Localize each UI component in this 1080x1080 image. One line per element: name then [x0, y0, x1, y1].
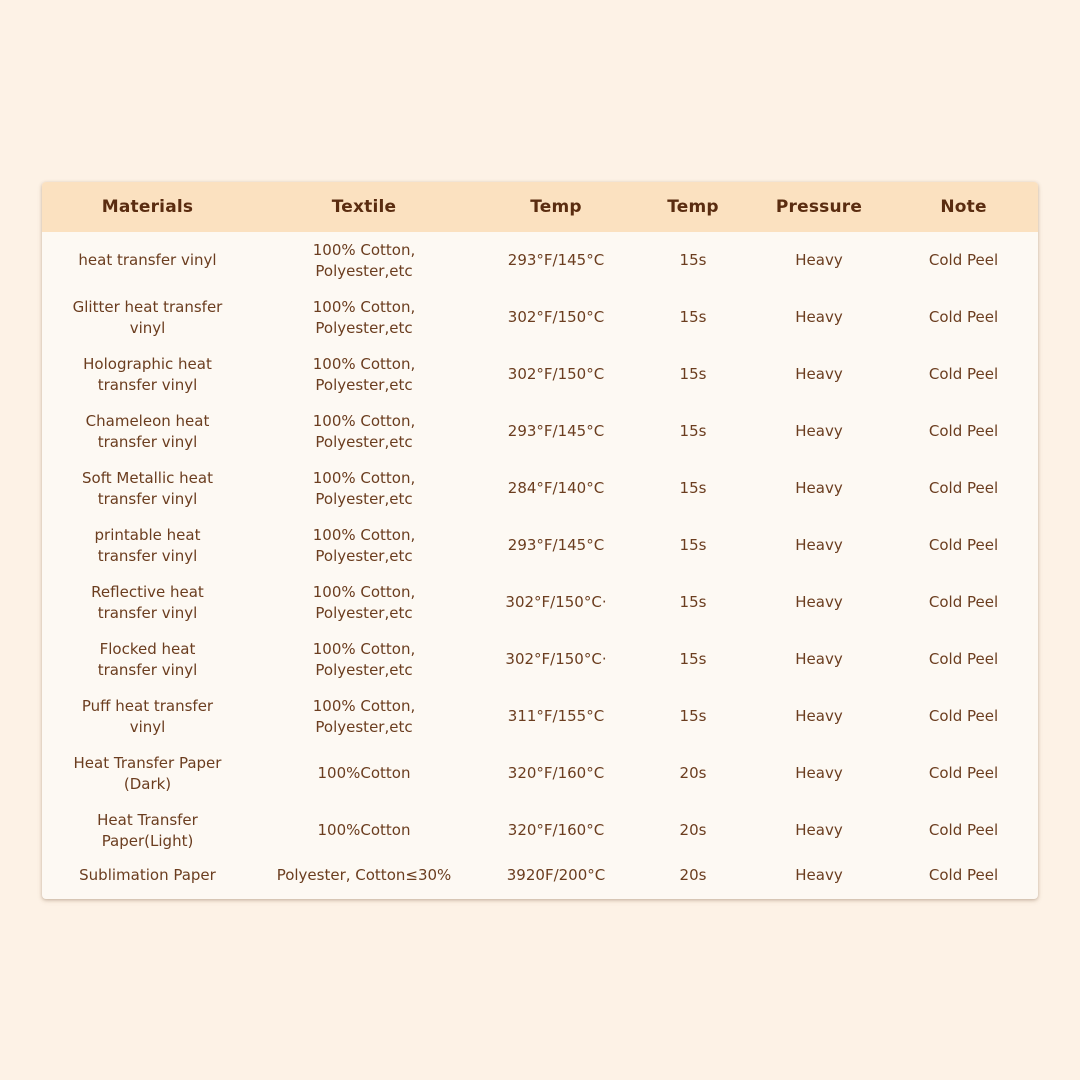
pressure-cell-text: Heavy [795, 308, 843, 326]
textile-cell-text: 100% Cotton, Polyester,etc [312, 639, 416, 679]
table-row [42, 859, 1038, 891]
textile-cell [253, 403, 475, 460]
pressure-cell-text: Heavy [795, 422, 843, 440]
material-cell [42, 859, 253, 891]
pressure-cell-text: Heavy [795, 650, 843, 668]
note-cell [889, 631, 1038, 688]
pressure-cell [749, 460, 889, 517]
pressure-cell [749, 403, 889, 460]
table-row [42, 289, 1038, 346]
textile-cell [253, 745, 475, 802]
textile-cell [253, 859, 475, 891]
textile-cell [253, 460, 475, 517]
heat-press-settings-table [42, 182, 1038, 891]
heat-press-settings-table-card [42, 182, 1038, 899]
textile-cell-text: 100% Cotton, Polyester,etc [312, 696, 416, 736]
textile-cell [253, 517, 475, 574]
note-cell-text: Cold Peel [928, 365, 999, 383]
table-row [42, 688, 1038, 745]
temperature-cell [475, 289, 637, 346]
time-cell [637, 232, 749, 289]
table-body [42, 232, 1038, 891]
column-header-textile: Textile [331, 197, 397, 217]
note-cell [889, 346, 1038, 403]
time-cell [637, 574, 749, 631]
pressure-cell-text: Heavy [795, 365, 843, 383]
time-cell-text: 20s [679, 764, 707, 782]
time-cell-text: 15s [679, 479, 707, 497]
material-cell [42, 346, 253, 403]
temperature-cell-text: 320°F/160°C [507, 764, 605, 782]
pressure-cell [749, 346, 889, 403]
column-header-materials: Materials [101, 197, 194, 217]
note-cell-text: Cold Peel [928, 764, 999, 782]
time-cell [637, 688, 749, 745]
material-cell-text: Sublimation Paper [79, 865, 216, 884]
time-cell-text: 15s [679, 593, 707, 611]
time-cell-text: 20s [679, 865, 707, 884]
material-cell [42, 460, 253, 517]
temperature-cell [475, 574, 637, 631]
textile-cell [253, 346, 475, 403]
time-cell-text: 15s [679, 422, 707, 440]
header-row [42, 182, 1038, 232]
pressure-cell-text: Heavy [795, 821, 843, 839]
time-cell-text: 20s [679, 821, 707, 839]
time-cell-text: 15s [679, 365, 707, 383]
note-cell-text: Cold Peel [928, 865, 999, 884]
material-cell-text: Heat Transfer Paper(Light) [97, 810, 198, 850]
column-header-time: Temp [667, 197, 719, 217]
time-cell-text: 15s [679, 650, 707, 668]
temperature-cell [475, 517, 637, 574]
time-cell-text: 15s [679, 308, 707, 326]
note-cell-text: Cold Peel [928, 422, 999, 440]
material-cell-text: printable heat transfer vinyl [94, 525, 201, 565]
material-cell [42, 631, 253, 688]
textile-cell-text: 100%Cotton [317, 821, 411, 839]
column-header-temp: Temp [530, 197, 582, 217]
pressure-cell-text: Heavy [795, 865, 843, 884]
temperature-cell [475, 346, 637, 403]
time-cell [637, 403, 749, 460]
textile-cell-text: 100% Cotton, Polyester,etc [312, 411, 416, 451]
note-cell [889, 574, 1038, 631]
table-row [42, 745, 1038, 802]
table-row [42, 232, 1038, 289]
material-cell [42, 745, 253, 802]
note-cell [889, 688, 1038, 745]
time-cell [637, 289, 749, 346]
note-cell [889, 745, 1038, 802]
temperature-cell [475, 802, 637, 859]
temperature-cell-text: 302°F/150°C [507, 365, 605, 383]
pressure-cell [749, 517, 889, 574]
pressure-cell [749, 745, 889, 802]
temperature-cell [475, 745, 637, 802]
textile-cell-text: 100% Cotton, Polyester,etc [312, 354, 416, 394]
note-cell [889, 517, 1038, 574]
textile-cell-text: 100%Cotton [317, 764, 411, 782]
temperature-cell [475, 859, 637, 891]
textile-cell-text: 100% Cotton, Polyester,etc [312, 468, 416, 508]
time-cell [637, 346, 749, 403]
table-header [42, 182, 1038, 232]
time-cell-text: 15s [679, 707, 707, 725]
column-header-pressure: Pressure [775, 197, 863, 217]
pressure-cell-text: Heavy [795, 479, 843, 497]
temperature-cell-text: 284°F/140°C [507, 479, 605, 497]
temperature-cell [475, 688, 637, 745]
temperature-cell-text: 3920F/200°C [506, 865, 606, 884]
time-cell [637, 859, 749, 891]
time-cell [637, 745, 749, 802]
pressure-cell [749, 232, 889, 289]
material-cell [42, 688, 253, 745]
material-cell [42, 289, 253, 346]
pressure-cell [749, 289, 889, 346]
pressure-cell [749, 688, 889, 745]
note-cell [889, 232, 1038, 289]
note-cell [889, 859, 1038, 891]
material-cell-text: Soft Metallic heat transfer vinyl [82, 468, 213, 508]
material-cell-text: Holographic heat transfer vinyl [83, 354, 212, 394]
textile-cell-text: 100% Cotton, Polyester,etc [312, 297, 416, 337]
table-row [42, 346, 1038, 403]
pressure-cell [749, 859, 889, 891]
textile-cell-text: Polyester, Cotton≤30% [276, 865, 452, 884]
temperature-cell-text: 302°F/150°C· [505, 593, 607, 611]
note-cell-text: Cold Peel [928, 536, 999, 554]
pressure-cell-text: Heavy [795, 536, 843, 554]
textile-cell [253, 802, 475, 859]
material-cell-text: Chameleon heat transfer vinyl [85, 411, 210, 451]
temperature-cell-text: 302°F/150°C [507, 308, 605, 326]
textile-cell-text: 100% Cotton, Polyester,etc [312, 582, 416, 622]
time-cell-text: 15s [679, 251, 707, 269]
pressure-cell-text: Heavy [795, 251, 843, 269]
time-cell [637, 517, 749, 574]
note-cell [889, 289, 1038, 346]
time-cell [637, 460, 749, 517]
temperature-cell-text: 293°F/145°C [507, 251, 605, 269]
textile-cell [253, 631, 475, 688]
textile-cell [253, 688, 475, 745]
temperature-cell [475, 403, 637, 460]
time-cell [637, 802, 749, 859]
table-row [42, 631, 1038, 688]
note-cell-text: Cold Peel [928, 650, 999, 668]
material-cell-text: Heat Transfer Paper (Dark) [73, 753, 222, 793]
note-cell [889, 403, 1038, 460]
pressure-cell [749, 802, 889, 859]
material-cell [42, 574, 253, 631]
textile-cell-text: 100% Cotton, Polyester,etc [312, 525, 416, 565]
material-cell-text: Glitter heat transfer vinyl [72, 297, 223, 337]
pressure-cell-text: Heavy [795, 593, 843, 611]
material-cell-text: Flocked heat transfer vinyl [97, 639, 198, 679]
temperature-cell-text: 293°F/145°C [507, 536, 605, 554]
table-row [42, 574, 1038, 631]
note-cell-text: Cold Peel [928, 308, 999, 326]
textile-cell [253, 232, 475, 289]
pressure-cell [749, 631, 889, 688]
material-cell-text: Puff heat transfer vinyl [81, 696, 214, 736]
temperature-cell-text: 293°F/145°C [507, 422, 605, 440]
time-cell [637, 631, 749, 688]
note-cell-text: Cold Peel [928, 479, 999, 497]
material-cell [42, 403, 253, 460]
pressure-cell-text: Heavy [795, 764, 843, 782]
material-cell-text: heat transfer vinyl [78, 251, 217, 269]
table-row [42, 517, 1038, 574]
material-cell [42, 232, 253, 289]
note-cell-text: Cold Peel [928, 707, 999, 725]
temperature-cell-text: 311°F/155°C [507, 707, 605, 725]
material-cell [42, 802, 253, 859]
pressure-cell [749, 574, 889, 631]
textile-cell [253, 574, 475, 631]
note-cell-text: Cold Peel [928, 821, 999, 839]
table-row [42, 802, 1038, 859]
note-cell [889, 460, 1038, 517]
note-cell-text: Cold Peel [928, 593, 999, 611]
temperature-cell-text: 302°F/150°C· [505, 650, 607, 668]
temperature-cell [475, 631, 637, 688]
temperature-cell-text: 320°F/160°C [507, 821, 605, 839]
column-header-note: Note [940, 197, 987, 217]
material-cell [42, 517, 253, 574]
note-cell [889, 802, 1038, 859]
material-cell-text: Reflective heat transfer vinyl [91, 582, 204, 622]
temperature-cell [475, 460, 637, 517]
time-cell-text: 15s [679, 536, 707, 554]
textile-cell-text: 100% Cotton, Polyester,etc [312, 240, 416, 280]
note-cell-text: Cold Peel [928, 251, 999, 269]
table-row [42, 403, 1038, 460]
temperature-cell [475, 232, 637, 289]
pressure-cell-text: Heavy [795, 707, 843, 725]
textile-cell [253, 289, 475, 346]
table-row [42, 460, 1038, 517]
